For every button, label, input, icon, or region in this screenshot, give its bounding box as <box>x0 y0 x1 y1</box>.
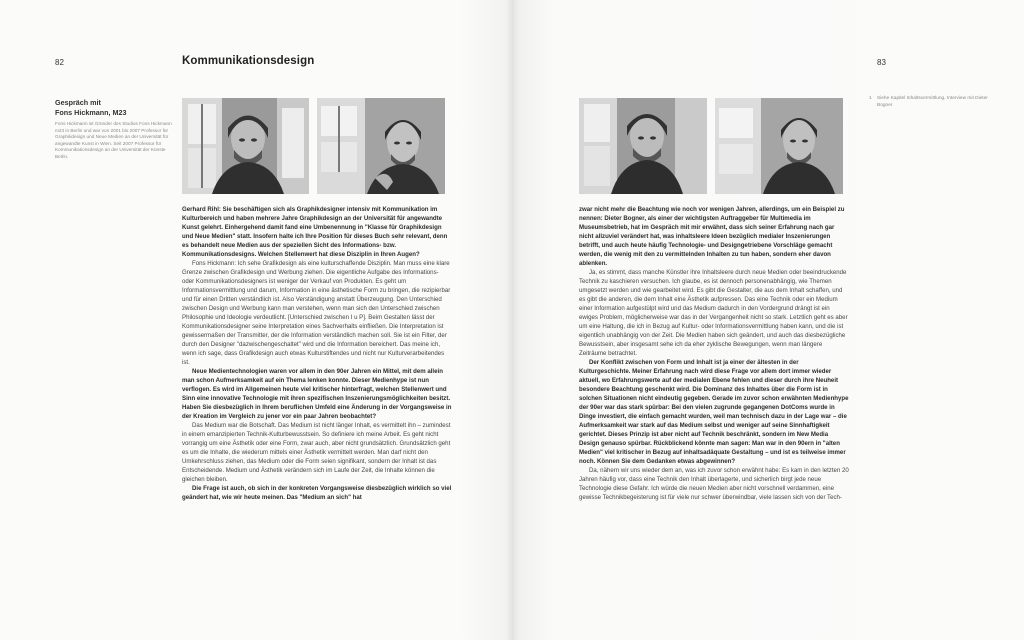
right-page <box>512 0 1024 640</box>
footnote-text: Siehe Kapitel Inhaltsvermittlung, Interview mit Dieter Bogner <box>877 96 988 108</box>
portrait-photo-1 <box>182 98 309 194</box>
book-gutter-shadow <box>506 0 520 640</box>
footnote-number: 1 <box>869 96 872 101</box>
paragraph-answer: Das Medium war die Botschaft. Das Medium ist nicht länger Inhalt, es vermittelt ihn – zumindest in einem emanzipierten Technik-Kulturbewusstsein. So definiere ich meine Arbeit. Es geht nicht vorrangig um eine Ästhetik oder eine Form, zwar auch, aber nicht grundsätzlich. Grundsätzlich geht es um die Inhalte, die wiederum mittels einer Ästhetik vermittelt werden. Man darf nicht den Umkehrschluss ziehen, das Medium oder die Form seien signifikant, sondern der Inhalt ist das Entscheidende. Medium und Ästhetik verändern sich im Laufe der Zeit, die Inhalte können die gleichen bleiben. <box>182 422 451 483</box>
sidebar-bio: Fons Hickmann ist Gründer des Studios Fons Hickmann m23 in Berlin und war von 2001 bis 2007 Professor für Graphikdesign und Neue Medien an der Universität für angewandte Kunst in Wien. Seit 2007 Professor für Kommunikationsdesign an der Universität der Künste Berlin. <box>55 121 172 159</box>
portrait-photo-4 <box>715 98 843 194</box>
chapter-title: Kommunikationsdesign <box>182 55 315 67</box>
portrait-photo-3 <box>579 98 707 194</box>
interview-sidebar <box>55 98 173 161</box>
portrait-photo-2 <box>317 98 445 194</box>
paragraph-question: Neue Medientechnologien waren vor allem in den 90er Jahren ein Mittel, mit dem allein man schon Aufmerksamkeit auf ein Thema lenken konnte. Dieser Medienhype ist nun verflogen. Es wird im Allgemeinen heute viel kritischer hinterfragt, welchen Stellenwert und Sinn eine innovative Technologie mit ihren spezifischen Inszenierungsmöglichkeiten besitzt. Haben Sie diesbezüglich in Ihrem beruflichen Umfeld eine Änderung in der Vorgangsweise in der Kreation im Vergleich zu jener vor ein paar Jahren beobachtet? <box>182 368 452 420</box>
sidebar-title-line2: Fons Hickmann, M23 <box>55 107 127 117</box>
paragraph-question: zwar nicht mehr die Beachtung wie noch vor wenigen Jahren, allerdings, um ein Beispiel zu nennen: Dieter Bogner, als einer der wichtigsten Auftraggeber für Multimedia im Museumsbetrieb, hat im Gespräch mit mir erwähnt, dass sich seiner Erfahrung nach gar nicht allzuviel verändert hat, was inhaltsleere Ideen bezüglich medialer Inszenierungen betrifft, und auch heute häufig Technologie- und Designgetriebene Vorschläge gemacht werden, die wenig mit den zu vermittelnden Inhalten zu tun haben, sondern eher davon ablenken. <box>579 206 845 267</box>
paragraph-question: Der Konflikt zwischen von Form und Inhalt ist ja einer der ältesten in der Kulturgeschichte. Meiner Erfahrung nach wird diese Frage vor allem dort immer wieder aktuell, wo Erfahrungswerte auf der medialen Ebene fehlen und dieser durch ihre Neuheit besondere Beachtung geschenkt wird. Die Dominanz des Inhaltes über die Form ist in solchen Situationen nicht eindeutig gegeben. Gerade im zuvor schon erwähnten Medienhype der 90er war das stark spürbar: Bei den vielen zugrunde gegangenen DotComs wurde in Dinge investiert, die einfach gemacht wurden, weil man technisch dazu in der Lage war – die Aufmerksamkeit war stark auf das Medium selbst und weniger auf seine Sinnhaftigkeit gerichtet. Dieses Prinzip ist aber nicht auf Technik beschränkt, sondern im New Media Design genauso spürbar. Rückblickend könnte man sagen: Man war in den 90ern in "alten Medien" viel kritischer in Bezug auf inhaltsadäquate Gestaltung – und ist es teilweise immer noch. Können Sie dem Gedanken etwas abgewinnen? <box>579 359 849 465</box>
footnote <box>869 96 997 110</box>
body-column-left <box>182 205 452 502</box>
page-number-left: 82 <box>55 58 64 67</box>
page-number-right: 83 <box>877 58 886 67</box>
body-column-right <box>579 205 849 502</box>
paragraph-question: Die Frage ist auch, ob sich in der konkreten Vorgangsweise diesbezüglich wirklich so viel geändert hat, wie wir heute meinen. Das "Medium an sich" hat <box>182 485 452 501</box>
paragraph-answer: Ja, es stimmt, dass manche Künstler ihre Inhaltsleere durch neue Medien oder beeindruckende Technik zu kaschieren versuchen. Ich glaube, es ist dennoch personenabhängig, wie Themen umgesetzt werden und wie gearbeitet wird. Es gibt die Gestalter, die aus dem Inhalt schaffen, und es gibt die anderen, die dem Inhalt eine Ästhetik aufpressen. Das eine Technik oder ein Medium einer Information aufgestülpt wird und das Medium dadurch in den Vordergrund drängt ist ein ewiges Problem, möglicherweise war das in der Vergangenheit nicht so stark. Letztlich geht es aber um eine Haltung, die ich in Bezug auf Kultur- oder Informationsvermittlung haben kann, und die ist eigentlich unabhängig von der Zeit. Die Medien haben sich geändert, und auch das diesbezügliche Bewusstsein, aber insgesamt sehe ich da eher zyklische Bewegungen, wenn man längere Zeiträume betrachtet. <box>579 269 848 357</box>
paragraph-answer: Da, nähern wir uns wieder dem an, was ich zuvor schon erwähnt habe: Es kam in den letzten 20 Jahren häufig vor, dass eine Technik den Inhalt überlagerte, und sicherlich birgt jede neue Technologie diese Gefahr. Ich würde die neuen Medien aber nicht vorschnell verdammen, eine gewisse Technikbegeisterung ist für viele nur schwer überwindbar, viele lassen sich von der Tech- <box>579 467 849 501</box>
paragraph-question: Gerhard Rihl: Sie beschäftigen sich als Graphikdesigner intensiv mit Kommunikation im Kulturbereich und haben mehrere Jahre Graphikdesign an der Universität für angewandte Kunst gelehrt. Einhergehend damit fand eine Umbenennung in "Klasse für Graphikdesign und Neue Medien" statt. Insofern halte ich Ihre Position für dieses Buch sehr relevant, denn es behandelt neue Medien aus der speziellen Sicht des Informations- bzw. Kommunikationsdesigns. Welchen Stellenwert hat diese Disziplin in Ihren Augen? <box>182 206 448 258</box>
paragraph-answer: Fons Hickmann: Ich sehe Grafikdesign als eine kulturschaffende Disziplin. Man muss eine klare Grenze zwischen Grafikdesign und Werbung ziehen. Die eigentliche Aufgabe des Informations- oder Kommunikationsdesigners ist weniger der Verkauf von Produkten. Es geht um Informationsvermittlung und darum, Information in eine ästhetische Form zu bringen, die rezipierbar und für einen Dritten verständlich ist. Also Verständigung anstatt Überzeugung. Den Unterschied zwischen Design und Werbung kann man verstehen, wenn man sich den Unterschied zwischen Philosophie und Ideologie verdeutlicht. [Unterschied zwischen I u P]. Beim Gestalten lässt der Kommunikationsdesigner seine Interpretation eines Sachverhalts einfließen. Die Interpretation ist gewissermaßen der Transmitter, der die Information verständlich machen soll. Sie ist ein Filter, der durch den Designer "dazwischengeschaltet" wird und die Information bereichert. Das meine ich, wenn ich sage, dass Grafikdesign auch etwas Kulturstiftendes und nicht nur Kulturverarbeitendes ist. <box>182 260 451 366</box>
sidebar-title-line1: Gespräch mit <box>55 98 101 107</box>
